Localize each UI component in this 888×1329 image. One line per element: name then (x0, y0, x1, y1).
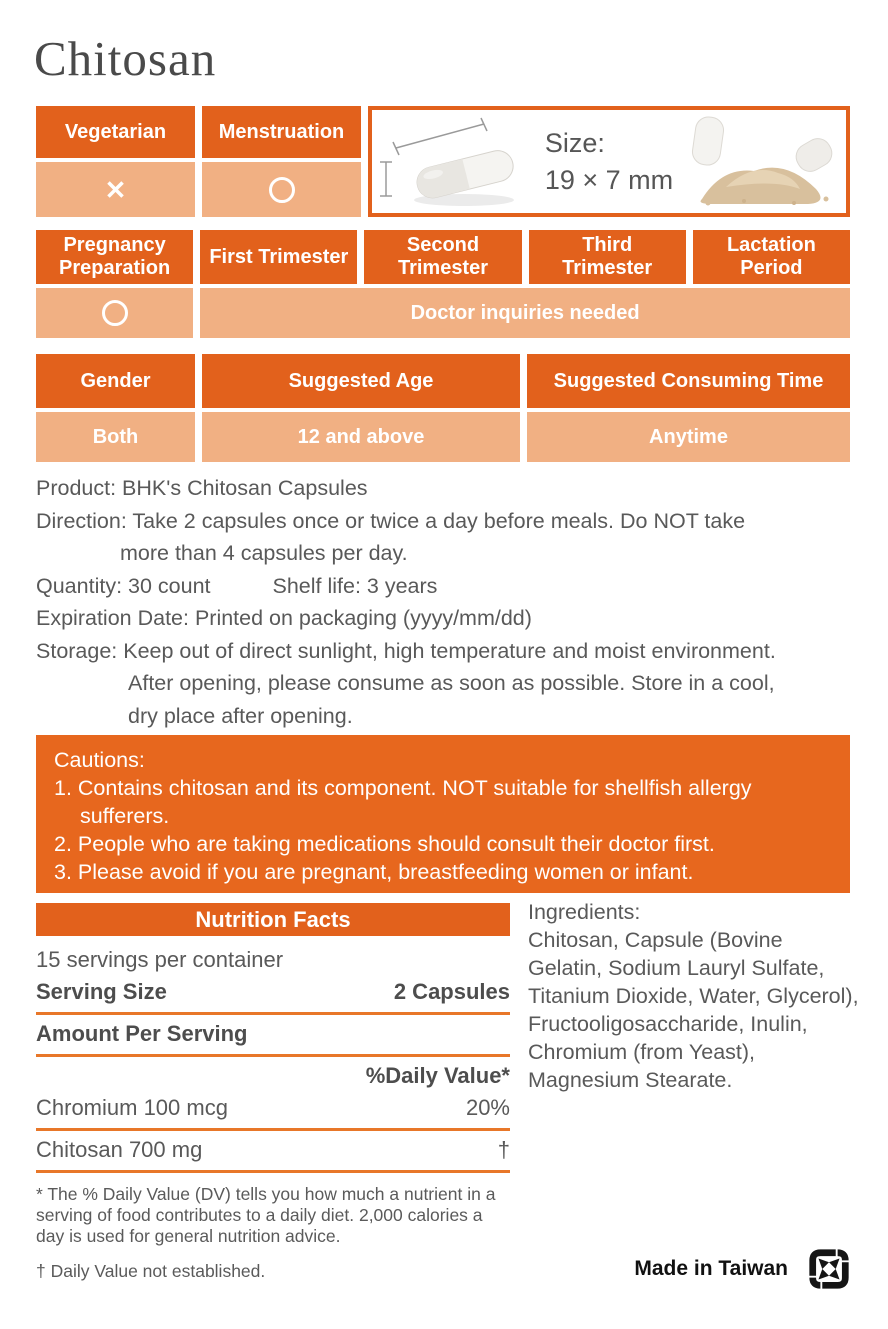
servings-per-container: 15 servings per container (36, 947, 284, 972)
detail-expiration: Expiration Date: Printed on packaging (yyyy/mm/dd) (36, 606, 532, 630)
taiwan-recycling-icon (806, 1246, 852, 1292)
serving-size-value: 2 Capsules (393, 979, 510, 1004)
size-label: Size: (544, 127, 605, 158)
caution-item: 1. Contains chitosan and its component. NOT suitable for shellfish allergy sufferers. (54, 776, 752, 828)
detail-storage-line3: dry place after opening. (128, 703, 353, 728)
value-gender: Both (36, 412, 195, 462)
daily-value-header-row (36, 1063, 510, 1089)
nutrient-row-chromium (36, 1095, 510, 1121)
divider (36, 1128, 510, 1131)
header-vegetarian: Vegetarian (36, 106, 195, 158)
detail-storage-line1: Storage: Keep out of direct sunlight, high temperature and moist environment. (36, 638, 776, 663)
ingredients-title: Ingredients: (528, 900, 641, 924)
value-menstruation (202, 162, 361, 217)
divider (36, 1170, 510, 1173)
value-doctor-inquiries: Doctor inquiries needed (200, 288, 850, 338)
nutrition-facts-panel (36, 903, 510, 1282)
header-second-trimester: Second Trimester (364, 230, 521, 284)
detail-shelf-life: Shelf life: 3 years (272, 573, 438, 598)
suitability-table (36, 106, 850, 217)
amount-per-serving-row (36, 1021, 510, 1047)
product-details (36, 472, 850, 732)
size-value: 19 × 7 mm (544, 164, 674, 195)
detail-quantity-shelf (36, 570, 850, 603)
pregnancy-table (36, 230, 850, 338)
serving-size-row (36, 979, 510, 1005)
detail-direction-line2: more than 4 capsules per day. (120, 541, 408, 565)
capsule-measure-image (376, 112, 544, 212)
caution-item: 3. Please avoid if you are pregnant, breastfeeding women or infant. (54, 860, 694, 884)
nutrient-name: Chitosan 700 mg (36, 1137, 203, 1162)
circle-symbol (102, 300, 128, 326)
header-first-trimester: First Trimester (200, 230, 357, 284)
daily-value-label: %Daily Value* (365, 1063, 510, 1088)
cautions-box (36, 735, 850, 893)
header-suggested-age: Suggested Age (202, 354, 520, 408)
circle-symbol (269, 177, 295, 203)
page-title: Chitosan (34, 31, 217, 86)
detail-direction-line1: Direction: Take 2 capsules once or twice a day before meals. Do NOT take (36, 508, 746, 533)
made-in-taiwan-label: Made in Taiwan (634, 1257, 788, 1280)
nutrition-facts-title: Nutrition Facts (36, 903, 510, 936)
header-third-trimester: Third Trimester (529, 230, 686, 284)
nutrient-name: Chromium 100 mcg (36, 1095, 228, 1120)
header-suggested-consuming-time: Suggested Consuming Time (527, 354, 850, 408)
header-gender: Gender (36, 354, 195, 408)
value-vegetarian (36, 162, 195, 217)
ingredients-text: Chitosan, Capsule (Bovine Gelatin, Sodium Lauryl Sulfate, Titanium Dioxide, Water, Glycerol), Fructooligosaccharide, Inulin, Chromium (from Yeast), Magnesium Stearate. (528, 928, 859, 1092)
detail-quantity: Quantity: 30 count (36, 573, 211, 598)
detail-product: Product: BHK's Chitosan Capsules (36, 476, 368, 500)
value-pregnancy-preparation (36, 288, 193, 338)
size-text (545, 125, 673, 199)
daily-value-footnote: * The % Daily Value (DV) tells you how much a nutrient in a serving of food contributes to a daily diet. 2,000 calories a day is used for general nutrition advice. (36, 1184, 496, 1246)
made-in-taiwan (634, 1246, 852, 1292)
cross-symbol: ✕ (104, 174, 127, 205)
divider (36, 1012, 510, 1015)
header-lactation-period: Lactation Period (693, 230, 850, 284)
usage-table (36, 354, 850, 462)
header-pregnancy-preparation: Pregnancy Preparation (36, 230, 193, 284)
value-suggested-age: 12 and above (202, 412, 520, 462)
amount-per-serving-label: Amount Per Serving (36, 1021, 248, 1046)
caution-item: 2. People who are taking medications should consult their doctor first. (54, 832, 715, 856)
ingredients (528, 898, 862, 1094)
nutrient-row-chitosan (36, 1137, 510, 1163)
cautions-title: Cautions: (54, 748, 145, 772)
size-box (368, 106, 850, 217)
header-menstruation: Menstruation (202, 106, 361, 158)
capsule-powder-image (674, 111, 842, 213)
serving-size-label: Serving Size (36, 979, 167, 1004)
nutrient-dv: 20% (465, 1095, 510, 1120)
detail-storage-line2: After opening, please consume as soon as possible. Store in a cool, (128, 671, 775, 695)
dagger-footnote: † Daily Value not established. (36, 1261, 266, 1281)
value-suggested-consuming-time: Anytime (527, 412, 850, 462)
divider (36, 1054, 510, 1057)
nutrient-dv: † (497, 1137, 510, 1162)
